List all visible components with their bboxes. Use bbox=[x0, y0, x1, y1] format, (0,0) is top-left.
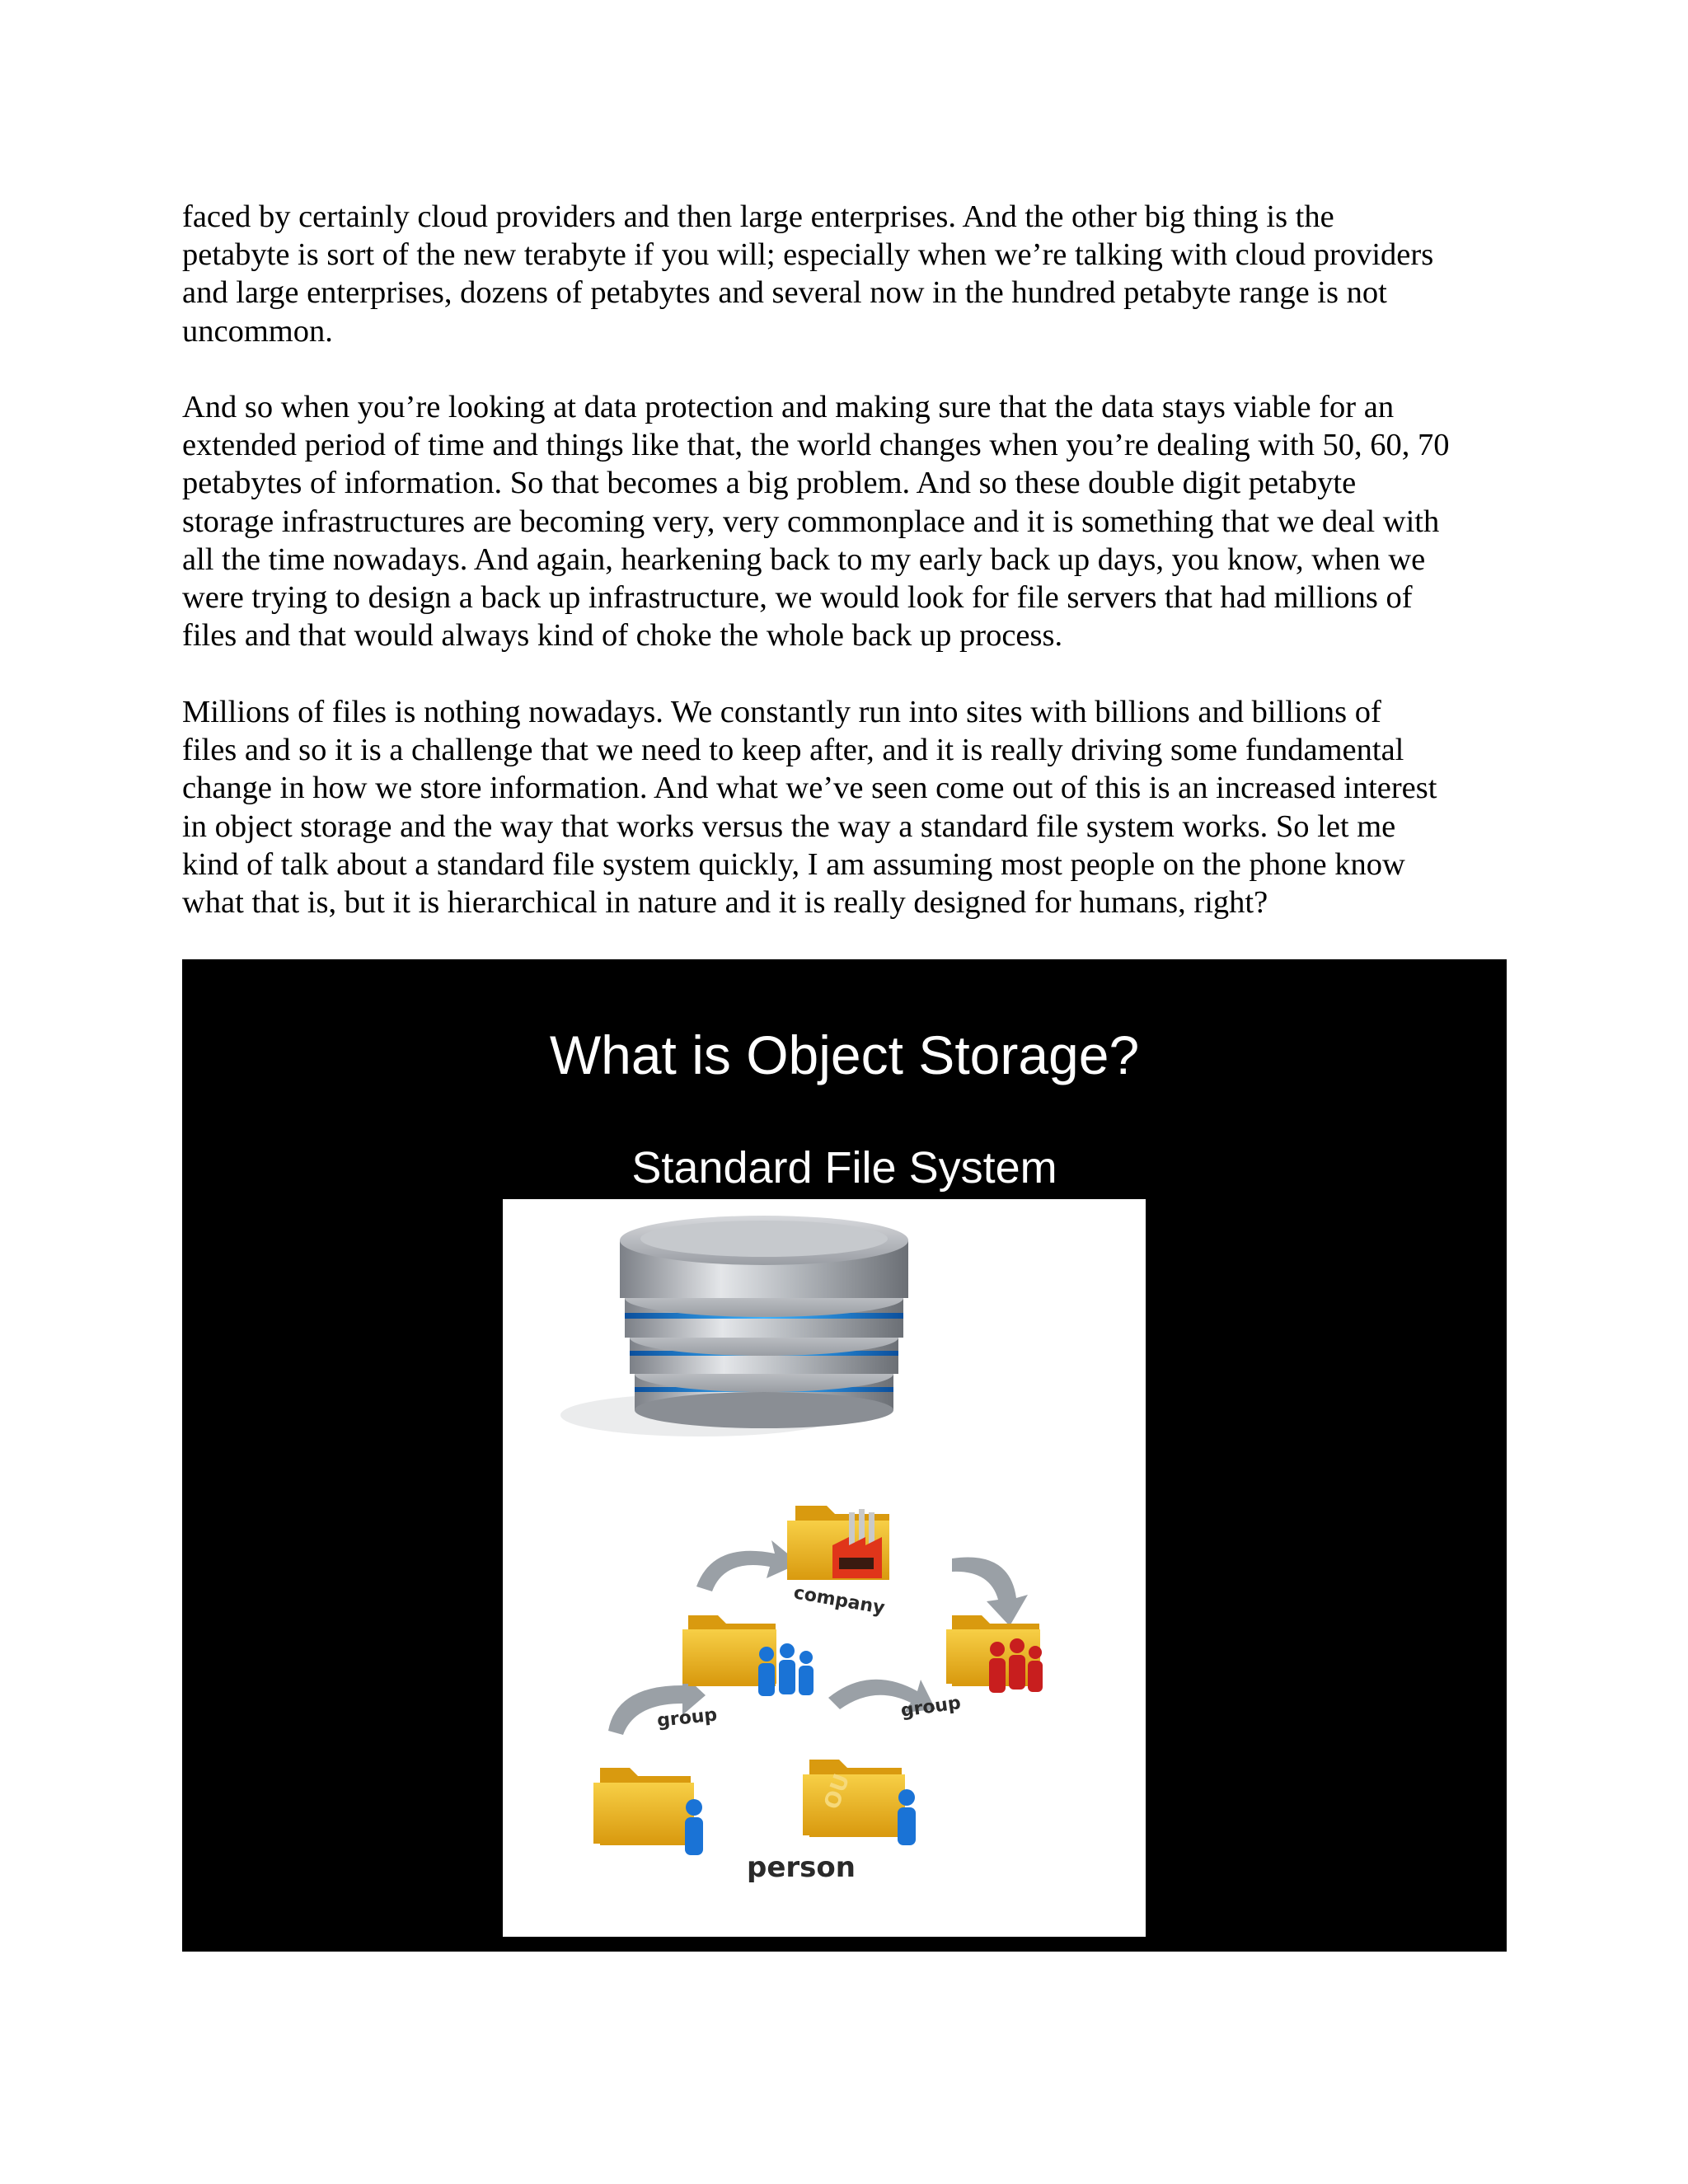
paragraph-3: Millions of files is nothing nowadays. We constantly run into sites with billions and billions of files and so it is a challenge that we need to keep after, and it is really driving some fundamental change in how we store information. And what we’ve seen come out of this is an increased interest in object storage and the way that works versus the way a standard file system works. So let me kind of talk about a standard file system quickly, I am assuming most people on the phone know what that is, but it is hierarchical in nature and it is really designed for humans, right? bbox=[182, 695, 1437, 921]
database-icon bbox=[560, 1216, 908, 1436]
label-person: person bbox=[747, 1851, 856, 1884]
label-group-left: group bbox=[656, 1704, 719, 1732]
folder-group-icon bbox=[656, 1615, 814, 1732]
person-icon bbox=[685, 1799, 703, 1855]
label-group-right: group bbox=[899, 1693, 963, 1722]
folder-person-icon bbox=[747, 1760, 916, 1884]
people-icon bbox=[758, 1643, 814, 1696]
folder-company-icon bbox=[787, 1506, 889, 1619]
paragraph-1: faced by certainly cloud providers and then large enterprises. And the other big thing is the petabyte is sort of the new terabyte if you will; especially when we’re talking with cloud providers and large enterprises, dozens of petabytes and several now in the hundred petabyte range is not uncommon. bbox=[182, 199, 1434, 349]
label-company: company bbox=[791, 1582, 887, 1619]
person-icon bbox=[898, 1789, 916, 1845]
slide-figure bbox=[182, 959, 1507, 1952]
folder-group-icon bbox=[899, 1615, 1043, 1722]
people-icon bbox=[989, 1638, 1043, 1693]
file-system-illustration bbox=[503, 1199, 1146, 1937]
paragraph-2: And so when you’re looking at data protection and making sure that the data stays viable for an extended period of time and things like that, the world changes when you’re dealing with 50, 60, 70 petabytes of information. So that becomes a big problem. And so these double digit petabyte storage infrastructures are becoming very, very commonplace and it is something that we deal with all the time nowadays. And again, hearkening back to my early back up days, you know, when we were trying to design a back up infrastructure, we would look for file servers that had millions of files and that would always kind of choke the whole back up process. bbox=[182, 390, 1450, 654]
slide-subtitle: Standard File System bbox=[631, 1143, 1057, 1193]
slide-title: What is Object Storage? bbox=[549, 1024, 1140, 1085]
folder-ou-mark: OU bbox=[819, 1770, 856, 1813]
folder-person-icon bbox=[593, 1768, 703, 1855]
